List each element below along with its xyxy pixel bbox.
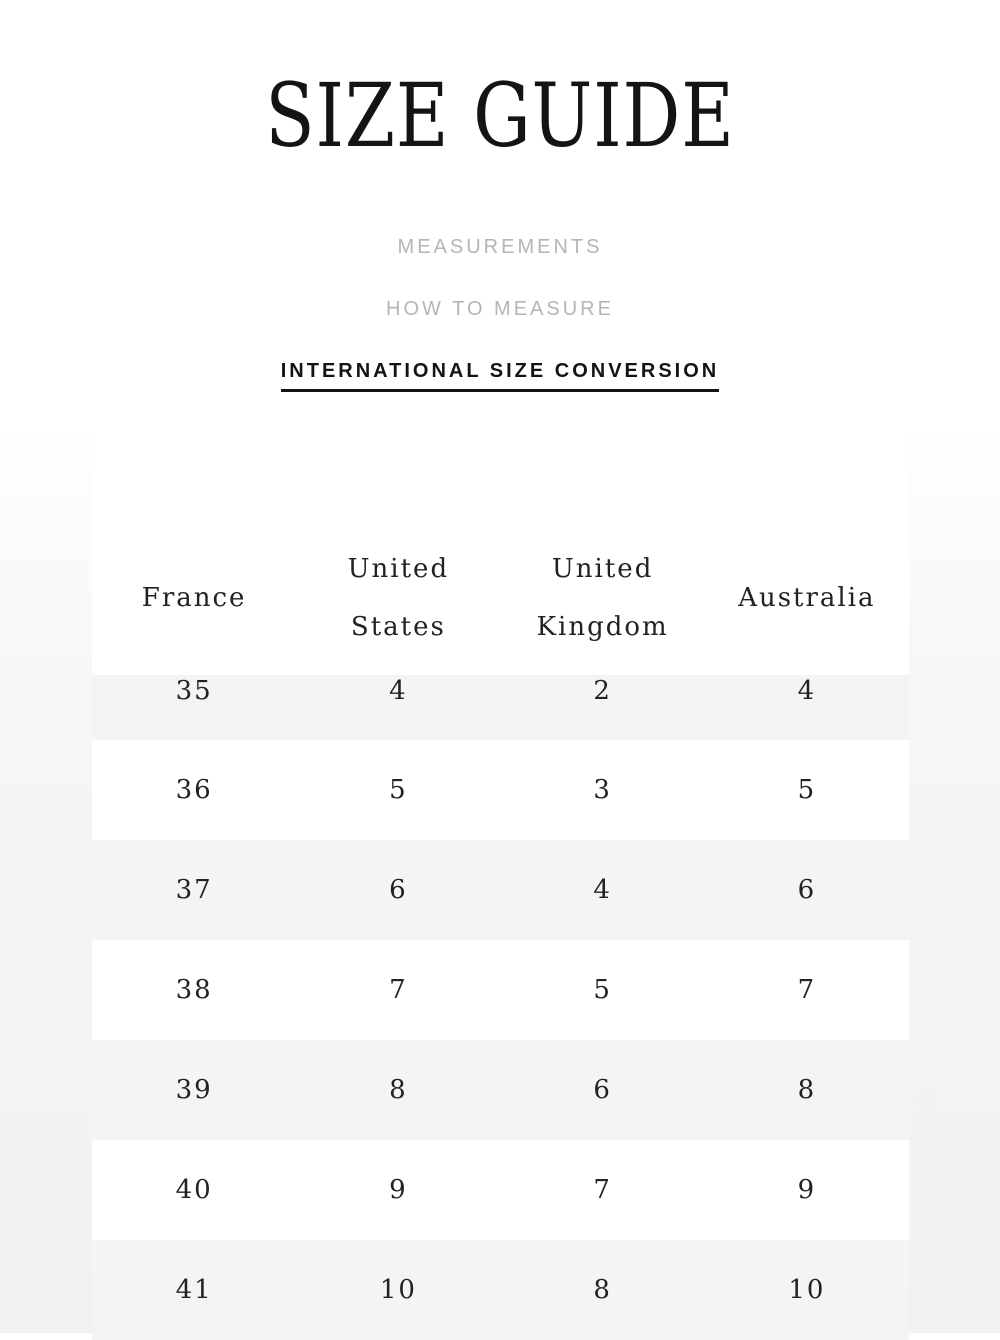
table-cell-us: 7	[296, 940, 500, 1040]
table-row	[92, 740, 909, 840]
tab-measurements-label: MEASUREMENTS	[397, 236, 603, 258]
table-cell-us: 9	[296, 1140, 500, 1240]
table-row	[92, 940, 909, 1040]
page-title: SIZE GUIDE	[265, 64, 735, 167]
table-cell-us: 5	[296, 740, 500, 840]
table-cell-france: 39	[92, 1040, 296, 1140]
table-row	[92, 675, 909, 740]
table-cell-france: 37	[92, 840, 296, 940]
tab-how-to-measure-label: HOW TO MEASURE	[386, 298, 614, 320]
tab-international-size-conversion[interactable]	[0, 360, 1000, 392]
table-cell-australia: 5	[705, 740, 909, 840]
size-conversion-table	[92, 520, 909, 1340]
table-cell-uk: 5	[501, 940, 705, 1040]
table-cell-france: 40	[92, 1140, 296, 1240]
column-header-united-kingdom	[501, 520, 705, 675]
column-header-france	[92, 520, 296, 675]
table-cell-france: 38	[92, 940, 296, 1040]
table-cell-us: 6	[296, 840, 500, 940]
table-row	[92, 1140, 909, 1240]
tab-how-to-measure[interactable]	[0, 298, 1000, 327]
column-header-united-states	[296, 520, 500, 675]
table-row	[92, 1240, 909, 1340]
table-cell-us: 8	[296, 1040, 500, 1140]
table-cell-uk: 7	[501, 1140, 705, 1240]
table-cell-uk: 8	[501, 1240, 705, 1340]
table-cell-france: 35	[92, 675, 296, 740]
tab-measurements[interactable]	[0, 236, 1000, 265]
table-cell-uk: 3	[501, 740, 705, 840]
column-header-line: United	[347, 553, 450, 584]
table-cell-us: 4	[296, 675, 500, 740]
table-cell-australia: 7	[705, 940, 909, 1040]
table-cell-uk: 6	[501, 1040, 705, 1140]
table-cell-uk: 4	[501, 840, 705, 940]
column-header-line: United	[551, 553, 654, 584]
table-cell-australia: 6	[705, 840, 909, 940]
table-header-row	[92, 520, 909, 675]
tab-international-size-conversion-label: INTERNATIONAL SIZE CONVERSION	[281, 360, 720, 392]
table-cell-uk: 2	[501, 675, 705, 740]
table-cell-australia: 9	[705, 1140, 909, 1240]
column-header-line: France	[141, 582, 247, 613]
table-cell-us: 10	[296, 1240, 500, 1340]
column-header-line: Kingdom	[536, 611, 669, 642]
table-cell-france: 41	[92, 1240, 296, 1340]
table-cell-france: 36	[92, 740, 296, 840]
column-header-australia	[705, 520, 909, 675]
table-cell-australia: 4	[705, 675, 909, 740]
table-cell-australia: 10	[705, 1240, 909, 1340]
table-row	[92, 1040, 909, 1140]
table-cell-australia: 8	[705, 1040, 909, 1140]
column-header-line: States	[350, 611, 446, 642]
column-header-line: Australia	[738, 582, 876, 613]
table-row	[92, 840, 909, 940]
